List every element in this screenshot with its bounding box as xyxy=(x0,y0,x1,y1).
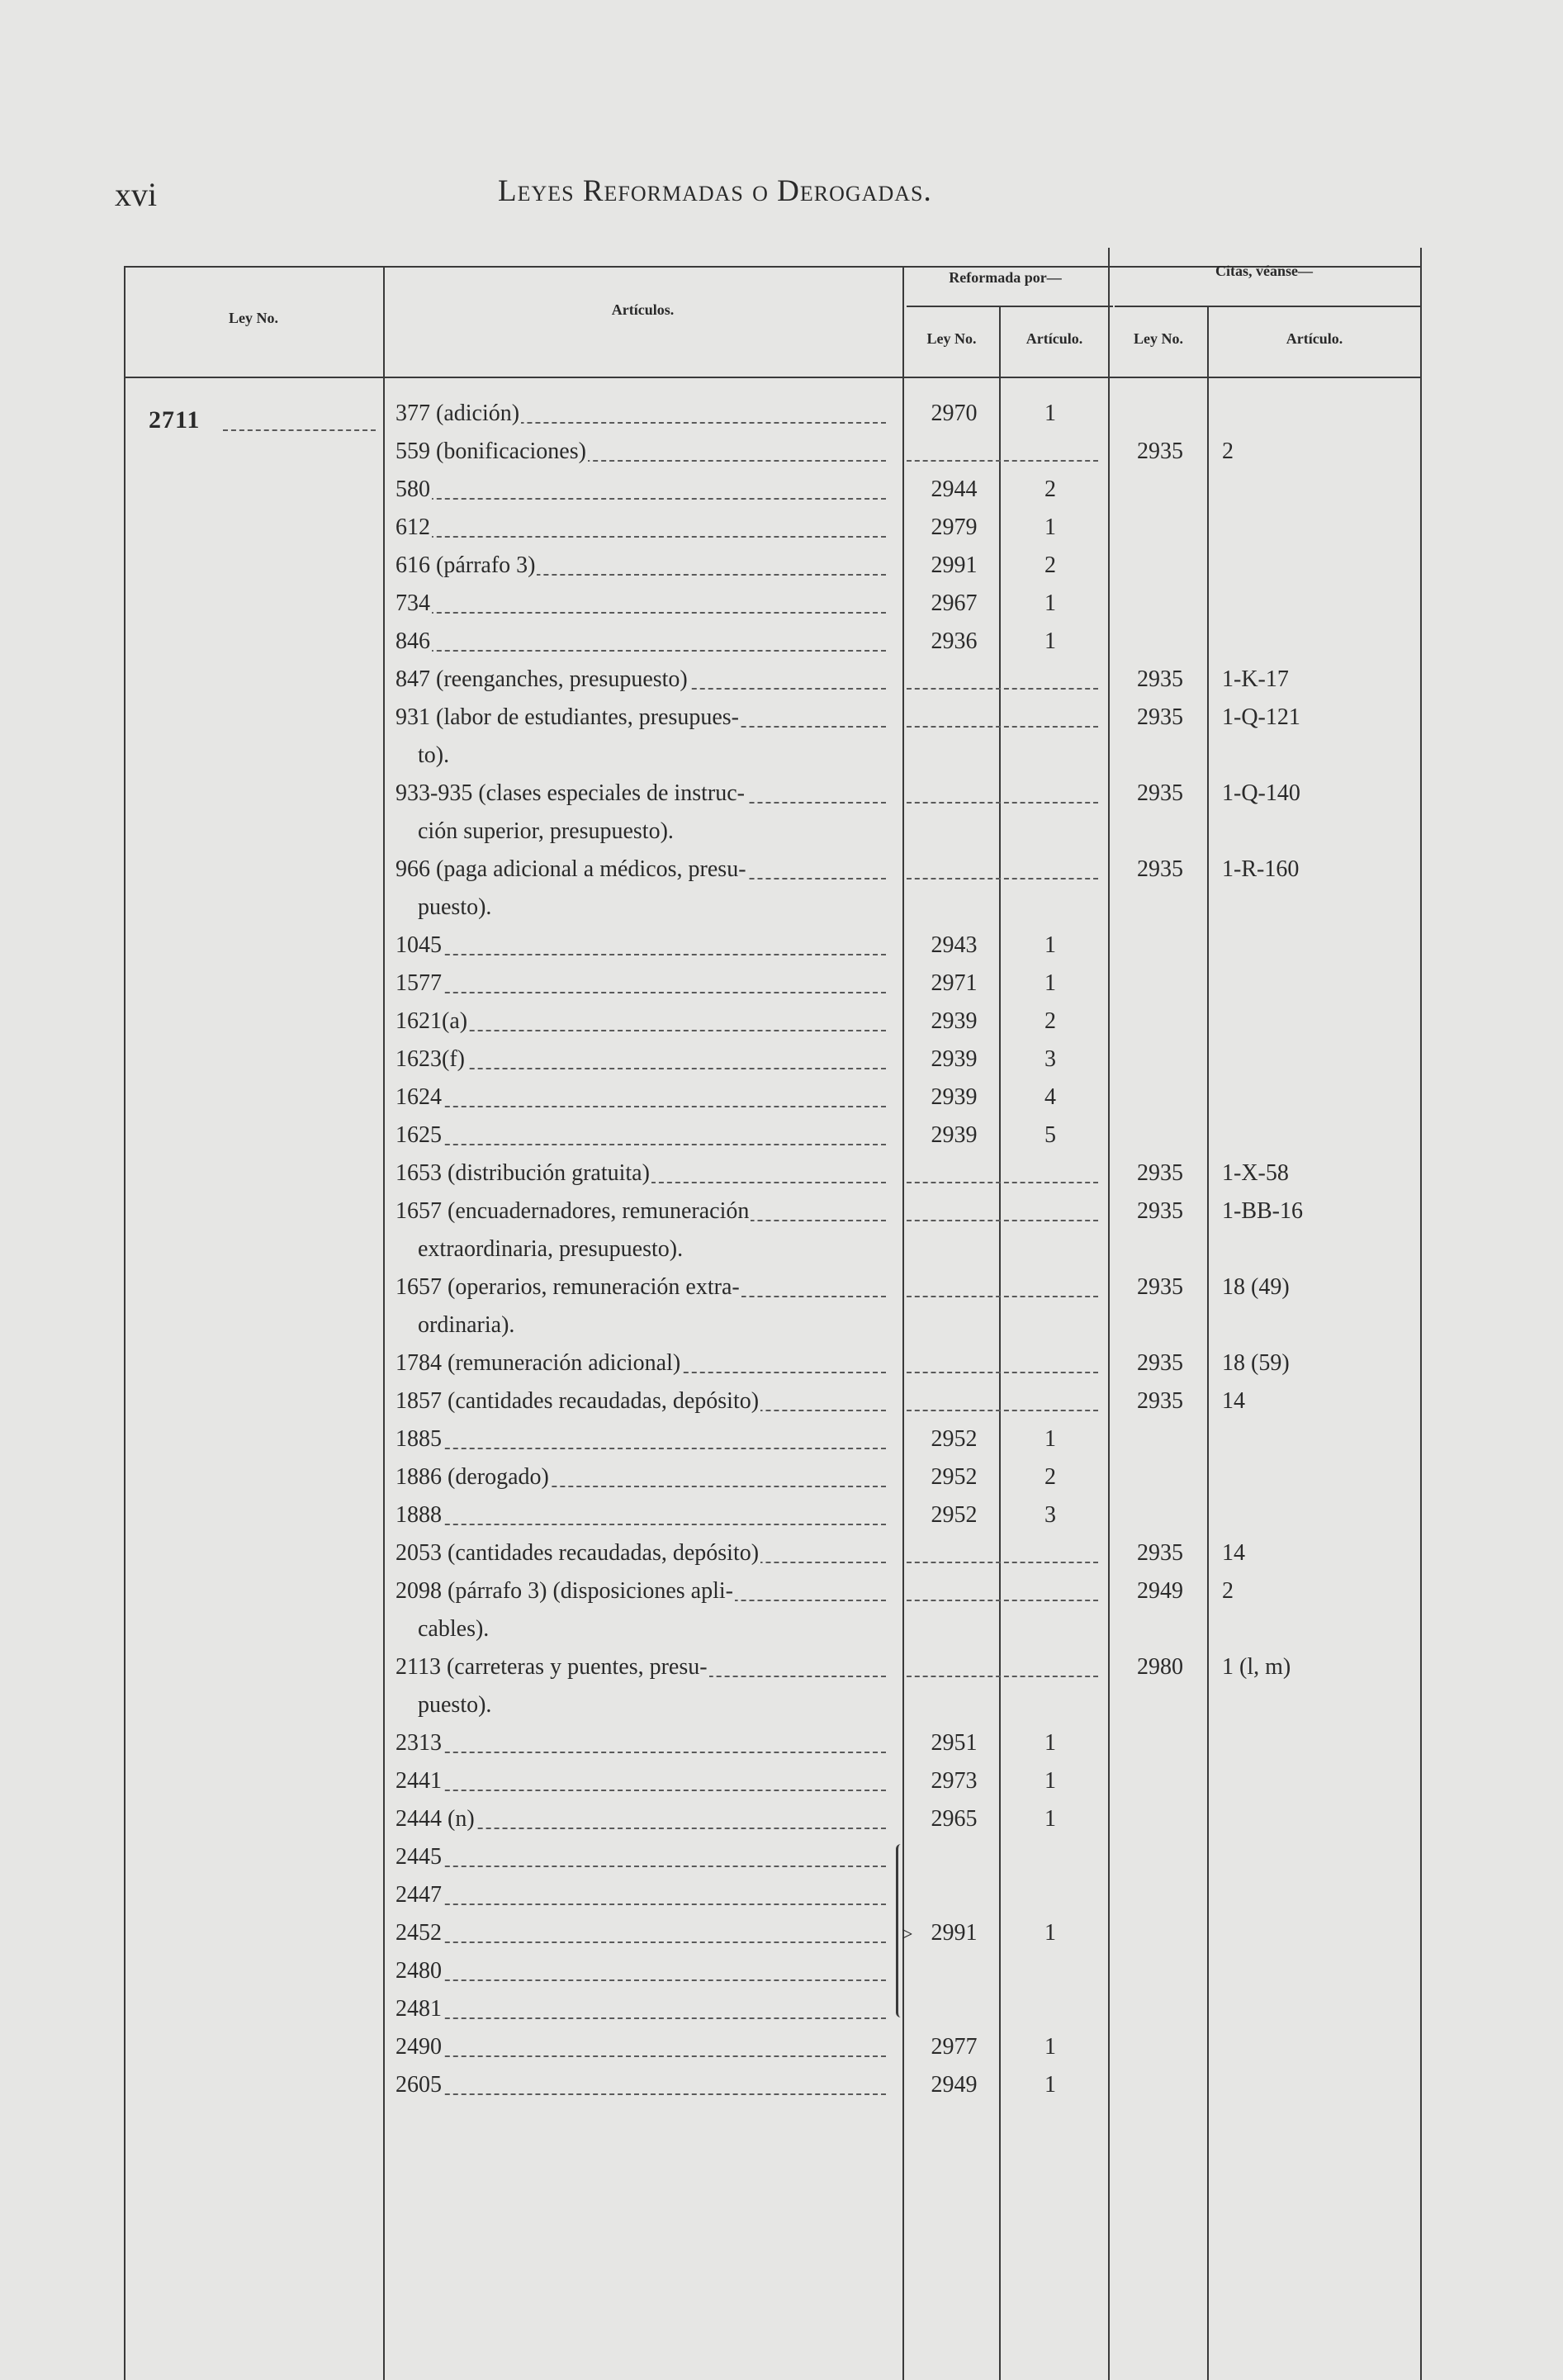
reformada-articulo-cell-text: 1 xyxy=(1044,590,1056,616)
table-row xyxy=(0,585,1563,623)
articulo-cell-text: 847 (reenganches, presupuesto) xyxy=(395,666,688,692)
reformada-articulo-cell xyxy=(1002,927,1099,965)
table-row xyxy=(0,661,1563,699)
table-row xyxy=(0,509,1563,547)
citas-articulo-cell-text: 1-X-58 xyxy=(1222,1160,1289,1186)
reformada-ley-cell xyxy=(907,1914,1002,1952)
table-row xyxy=(0,1003,1563,1041)
reformada-articulo-cell xyxy=(1002,395,1099,433)
articulo-cell-text: 2313 xyxy=(395,1730,442,1756)
reformada-articulo-cell xyxy=(1002,509,1099,547)
reformada-ley-cell xyxy=(907,395,1002,433)
articulo-cell-text: 2113 (carreteras y puentes, presu- xyxy=(395,1654,708,1680)
reformada-ley-cell-text: 2944 xyxy=(931,476,978,502)
articulo-cell-text: 559 (bonificaciones) xyxy=(395,439,586,464)
articulo-cell xyxy=(395,509,883,547)
articulo-cell-text: 933-935 (clases especiales de instruc- xyxy=(395,780,745,806)
table-row xyxy=(0,1192,1563,1230)
table-row xyxy=(0,1534,1563,1572)
dot-leader xyxy=(907,878,1098,879)
reformada-articulo-cell-text: 1 xyxy=(1044,401,1056,426)
reformada-ley-cell xyxy=(907,1496,1002,1534)
table-row xyxy=(0,1079,1563,1117)
articulo-continuation: ordinaria). xyxy=(418,1312,515,1338)
citas-articulo-cell xyxy=(1222,699,1428,737)
table-row xyxy=(0,1496,1563,1534)
table-row xyxy=(0,2066,1563,2104)
reformada-ley-cell xyxy=(907,509,1002,547)
reformada-ley-cell xyxy=(907,2028,1002,2066)
reformada-articulo-cell xyxy=(1002,1041,1099,1079)
reformada-ley-cell-text: 2970 xyxy=(931,401,978,426)
table-row xyxy=(0,547,1563,585)
reformada-ley-cell xyxy=(907,471,1002,509)
reformada-articulo-cell-text: 1 xyxy=(1044,514,1056,540)
reformada-ley-cell-text: 2949 xyxy=(931,2072,978,2098)
articulo-cell-text: 1885 xyxy=(395,1426,442,1452)
articulo-cell-text: 1623(f) xyxy=(395,1046,465,1072)
articulo-cell xyxy=(395,585,883,623)
header-citas-ley: Ley No. xyxy=(1134,330,1183,347)
reformada-articulo-cell-text: 1 xyxy=(1044,1920,1056,1946)
citas-ley-cell-text: 2935 xyxy=(1137,1160,1183,1186)
table-row xyxy=(0,927,1563,965)
articulo-cell-text: 2444 (n) xyxy=(395,1806,475,1832)
table-row xyxy=(0,1914,1563,1952)
reformada-articulo-cell-text: 3 xyxy=(1044,1502,1056,1528)
reformada-articulo-cell xyxy=(1002,1003,1099,1041)
dot-leader xyxy=(907,726,1098,728)
citas-articulo-cell-text: 18 (59) xyxy=(1222,1350,1290,1376)
citas-ley-cell xyxy=(1115,1648,1205,1686)
reformada-ley-cell-text: 2979 xyxy=(931,514,978,540)
citas-sub-rule xyxy=(1115,306,1420,307)
citas-ley-cell-text: 2935 xyxy=(1137,1274,1183,1300)
table-row xyxy=(0,1344,1563,1382)
reformada-articulo-cell xyxy=(1002,1724,1099,1762)
articulo-cell-text: 966 (paga adicional a médicos, presu- xyxy=(395,856,746,882)
header-reformada-ley: Ley No. xyxy=(926,330,977,347)
table-row xyxy=(0,1876,1563,1914)
reformada-articulo-cell xyxy=(1002,1117,1099,1154)
articulo-cell-text: 2452 xyxy=(395,1920,442,1946)
reformada-ley-cell-text: 2991 xyxy=(931,1920,978,1946)
dot-leader xyxy=(907,802,1098,804)
header-bottom-rule xyxy=(124,377,1420,378)
citas-ley-cell xyxy=(1115,661,1205,699)
articulo-cell xyxy=(395,1192,883,1230)
articulo-cell xyxy=(395,1344,883,1382)
articulo-cell-text: 846 xyxy=(395,628,430,654)
reformada-ley-cell xyxy=(907,1420,1002,1458)
header-reformada-por: Reformada por— xyxy=(949,269,1062,286)
citas-articulo-cell xyxy=(1222,1382,1428,1420)
reformada-articulo-cell xyxy=(1002,2066,1099,2104)
articulo-cell-text: 612 xyxy=(395,514,430,540)
reformada-ley-cell-text: 2973 xyxy=(931,1768,978,1794)
articulo-cell xyxy=(395,1876,883,1914)
dot-leader xyxy=(907,1410,1098,1411)
articulo-cell xyxy=(395,2028,883,2066)
articulo-cell xyxy=(395,1268,883,1306)
table-row xyxy=(0,1838,1563,1876)
reformada-ley-cell xyxy=(907,1079,1002,1117)
reformada-ley-cell xyxy=(907,2066,1002,2104)
articulo-cell-text: 1621(a) xyxy=(395,1008,468,1034)
articulo-continuation: to). xyxy=(418,742,450,768)
citas-ley-cell-text: 2980 xyxy=(1137,1654,1183,1680)
reformada-articulo-cell-text: 1 xyxy=(1044,1806,1056,1832)
citas-articulo-cell-text: 14 xyxy=(1222,1388,1245,1414)
reformada-ley-cell-text: 2951 xyxy=(931,1730,978,1756)
citas-articulo-cell-text: 2 xyxy=(1222,1578,1234,1604)
reformada-articulo-cell xyxy=(1002,547,1099,585)
articulo-cell xyxy=(395,775,883,813)
citas-articulo-cell xyxy=(1222,1154,1428,1192)
dot-leader xyxy=(907,460,1098,462)
reformada-articulo-cell xyxy=(1002,1079,1099,1117)
reformada-articulo-cell xyxy=(1002,585,1099,623)
articulo-cell-text: 2481 xyxy=(395,1996,442,2022)
reformada-articulo-cell-text: 1 xyxy=(1044,932,1056,958)
articulo-continuation: ción superior, presupuesto). xyxy=(418,818,674,844)
articulo-cell xyxy=(395,395,883,433)
reformada-articulo-cell xyxy=(1002,1496,1099,1534)
dot-leader xyxy=(907,1182,1098,1183)
articulo-cell-text: 2053 (cantidades recaudadas, depósito) xyxy=(395,1540,760,1566)
citas-ley-cell-text: 2935 xyxy=(1137,1350,1183,1376)
reformada-articulo-cell xyxy=(1002,623,1099,661)
reformada-articulo-cell xyxy=(1002,2028,1099,2066)
header-ley-no: Ley No. xyxy=(229,310,278,326)
articulo-cell xyxy=(395,1154,883,1192)
citas-ley-cell xyxy=(1115,1268,1205,1306)
reformada-ley-cell-text: 2939 xyxy=(931,1008,978,1034)
dot-leader xyxy=(907,688,1098,690)
citas-ley-cell-text: 2935 xyxy=(1137,1540,1183,1566)
dot-leader xyxy=(907,1562,1098,1563)
dot-leader xyxy=(907,1220,1098,1221)
dot-leader xyxy=(907,1296,1098,1297)
table-row xyxy=(0,623,1563,661)
table-row xyxy=(0,1952,1563,1990)
articulo-cell xyxy=(395,623,883,661)
articulo-cell-text: 734 xyxy=(395,590,430,616)
reformada-ley-cell-text: 2967 xyxy=(931,590,978,616)
reformada-ley-cell xyxy=(907,547,1002,585)
reformada-articulo-cell-text: 1 xyxy=(1044,2034,1056,2060)
reformada-ley-cell xyxy=(907,1117,1002,1154)
reformada-ley-cell-text: 2965 xyxy=(931,1806,978,1832)
reformada-articulo-cell-text: 1 xyxy=(1044,628,1056,654)
citas-ley-cell-text: 2935 xyxy=(1137,666,1183,692)
citas-ley-cell xyxy=(1115,1572,1205,1610)
reformada-ley-cell-text: 2952 xyxy=(931,1502,978,1528)
articulo-cell xyxy=(395,699,883,737)
articulo-cell-text: 2445 xyxy=(395,1844,442,1870)
reformada-ley-cell-text: 2952 xyxy=(931,1426,978,1452)
reformada-articulo-cell xyxy=(1002,1762,1099,1800)
articulo-cell-text: 2480 xyxy=(395,1958,442,1984)
articulo-continuation: puesto). xyxy=(418,1692,492,1718)
table-row xyxy=(0,1990,1563,2028)
articulo-cell xyxy=(395,1382,883,1420)
articulo-cell xyxy=(395,1420,883,1458)
reformada-ley-cell xyxy=(907,927,1002,965)
table-row xyxy=(0,1154,1563,1192)
reformada-sub-rule xyxy=(907,306,1113,307)
articulo-cell-text: 2605 xyxy=(395,2072,442,2098)
dot-leader xyxy=(907,1600,1098,1601)
citas-articulo-cell-text: 1-BB-16 xyxy=(1222,1198,1303,1224)
articulo-cell-text: 931 (labor de estudiantes, presupues- xyxy=(395,704,739,730)
articulo-cell xyxy=(395,1648,883,1686)
reformada-ley-cell-text: 2939 xyxy=(931,1046,978,1072)
reformada-ley-cell-text: 2936 xyxy=(931,628,978,654)
reformada-articulo-cell-text: 1 xyxy=(1044,1768,1056,1794)
citas-ley-cell xyxy=(1115,699,1205,737)
articulo-cell xyxy=(395,1458,883,1496)
citas-articulo-cell-text: 1-Q-121 xyxy=(1222,704,1300,730)
reformada-ley-cell xyxy=(907,1041,1002,1079)
articulo-cell-text: 1624 xyxy=(395,1084,442,1110)
articulo-cell xyxy=(395,1041,883,1079)
table-row xyxy=(0,471,1563,509)
table-row xyxy=(0,1762,1563,1800)
articulo-cell-text: 1657 (operarios, remuneración extra- xyxy=(395,1274,740,1300)
table-row xyxy=(0,1572,1563,1610)
articulo-cell xyxy=(395,965,883,1003)
table-row xyxy=(0,1420,1563,1458)
articulo-cell xyxy=(395,1800,883,1838)
page-number: xvi xyxy=(115,176,158,213)
reformada-ley-cell-text: 2939 xyxy=(931,1122,978,1148)
header-articulos: Artículos. xyxy=(611,301,675,318)
citas-articulo-cell-text: 1-R-160 xyxy=(1222,856,1300,882)
header-citas-articulo: Artículo. xyxy=(1286,330,1343,347)
reformada-ley-cell-text: 2939 xyxy=(931,1084,978,1110)
articulo-cell-text: 2441 xyxy=(395,1768,442,1794)
table-row xyxy=(0,1724,1563,1762)
reformada-articulo-cell xyxy=(1002,1914,1099,1952)
table-row xyxy=(0,775,1563,813)
reformada-ley-cell xyxy=(907,965,1002,1003)
citas-ley-cell-text: 2935 xyxy=(1137,780,1183,806)
articulo-cell-text: 1784 (remuneración adicional) xyxy=(395,1350,681,1376)
articulo-cell xyxy=(395,1496,883,1534)
citas-ley-cell xyxy=(1115,775,1205,813)
table-row xyxy=(0,1458,1563,1496)
articulo-cell xyxy=(395,1952,883,1990)
articulo-cell-text: 1577 xyxy=(395,970,442,996)
table-row xyxy=(0,2028,1563,2066)
reformada-articulo-cell-text: 1 xyxy=(1044,1730,1056,1756)
articulo-cell xyxy=(395,1117,883,1154)
dot-leader xyxy=(907,1676,1098,1677)
reformada-articulo-cell xyxy=(1002,965,1099,1003)
citas-articulo-cell-text: 14 xyxy=(1222,1540,1245,1566)
table-row xyxy=(0,1117,1563,1154)
articulo-cell xyxy=(395,1003,883,1041)
reformada-ley-cell-text: 2977 xyxy=(931,2034,978,2060)
citas-articulo-cell xyxy=(1222,851,1428,889)
table-row xyxy=(0,1041,1563,1079)
articulo-cell xyxy=(395,1838,883,1876)
reformada-articulo-cell-text: 1 xyxy=(1044,1426,1056,1452)
citas-articulo-cell xyxy=(1222,1268,1428,1306)
articulo-cell xyxy=(395,1762,883,1800)
citas-articulo-cell xyxy=(1222,1648,1428,1686)
reformada-ley-cell-text: 2952 xyxy=(931,1464,978,1490)
citas-articulo-cell xyxy=(1222,1344,1428,1382)
citas-ley-cell xyxy=(1115,851,1205,889)
citas-articulo-cell xyxy=(1222,1192,1428,1230)
reformada-articulo-cell xyxy=(1002,1458,1099,1496)
reformada-articulo-cell-text: 2 xyxy=(1044,1464,1056,1490)
header-citas: Citas, véanse— xyxy=(1215,263,1313,279)
citas-articulo-cell-text: 1-K-17 xyxy=(1222,666,1289,692)
citas-ley-cell-text: 2935 xyxy=(1137,704,1183,730)
table-row xyxy=(0,1800,1563,1838)
citas-articulo-cell-text: 2 xyxy=(1222,439,1234,464)
articulo-cell-text: 2447 xyxy=(395,1882,442,1908)
articulo-cell-text: 2098 (párrafo 3) (disposiciones apli- xyxy=(395,1578,733,1604)
citas-articulo-cell xyxy=(1222,775,1428,813)
table-row xyxy=(0,433,1563,471)
table-row xyxy=(0,1268,1563,1306)
articulo-cell-text: 1888 xyxy=(395,1502,442,1528)
page-title: Leyes Reformadas o Derogadas. xyxy=(498,174,932,208)
reformada-articulo-cell-text: 5 xyxy=(1044,1122,1056,1148)
articulo-continuation: puesto). xyxy=(418,894,492,920)
reformada-articulo-cell-text: 2 xyxy=(1044,1008,1056,1034)
citas-ley-cell-text: 2949 xyxy=(1137,1578,1183,1604)
articulo-cell-text: 1653 (distribución gratuita) xyxy=(395,1160,650,1186)
reformada-ley-cell-text: 2991 xyxy=(931,552,978,578)
ley-number: 2711 xyxy=(149,406,201,434)
citas-ley-cell xyxy=(1115,1382,1205,1420)
articulo-cell-text: 1657 (encuadernadores, remuneración xyxy=(395,1198,750,1224)
citas-articulo-cell-text: 1 (l, m) xyxy=(1222,1654,1291,1680)
reformada-ley-cell-text: 2971 xyxy=(931,970,978,996)
articulo-cell xyxy=(395,547,883,585)
articulo-cell xyxy=(395,851,883,889)
reformada-ley-cell xyxy=(907,623,1002,661)
table-row xyxy=(0,395,1563,433)
reformada-ley-cell-text: 2943 xyxy=(931,932,978,958)
articulo-cell-text: 1886 (derogado) xyxy=(395,1464,549,1490)
table-row xyxy=(0,699,1563,737)
citas-ley-cell xyxy=(1115,1534,1205,1572)
citas-articulo-cell xyxy=(1222,1534,1428,1572)
articulo-cell-text: 580 xyxy=(395,476,430,502)
articulo-cell xyxy=(395,1572,883,1610)
reformada-articulo-cell-text: 3 xyxy=(1044,1046,1056,1072)
citas-ley-cell xyxy=(1115,1344,1205,1382)
articulo-cell xyxy=(395,927,883,965)
reformada-articulo-cell-text: 2 xyxy=(1044,476,1056,502)
reformada-articulo-cell-text: 1 xyxy=(1044,970,1056,996)
citas-ley-cell-text: 2935 xyxy=(1137,439,1183,464)
articulo-cell-text: 616 (párrafo 3) xyxy=(395,552,536,578)
reformada-articulo-cell xyxy=(1002,1420,1099,1458)
reformada-articulo-cell-text: 2 xyxy=(1044,552,1056,578)
articulo-cell-text: 1857 (cantidades recaudadas, depósito) xyxy=(395,1388,760,1414)
citas-ley-cell-text: 2935 xyxy=(1137,1198,1183,1224)
reformada-articulo-cell xyxy=(1002,471,1099,509)
header-reformada-articulo: Artículo. xyxy=(1025,330,1083,347)
citas-articulo-cell xyxy=(1222,433,1428,471)
citas-articulo-cell xyxy=(1222,661,1428,699)
table-row xyxy=(0,1382,1563,1420)
articulo-cell xyxy=(395,471,883,509)
reformada-ley-cell xyxy=(907,1762,1002,1800)
articulo-cell xyxy=(395,1724,883,1762)
articulo-cell xyxy=(395,1914,883,1952)
table-row xyxy=(0,851,1563,889)
citas-ley-cell-text: 2935 xyxy=(1137,856,1183,882)
reformada-ley-cell xyxy=(907,585,1002,623)
brace-point: > xyxy=(902,1924,913,1946)
citas-ley-cell-text: 2935 xyxy=(1137,1388,1183,1414)
citas-ley-cell xyxy=(1115,1192,1205,1230)
table-row xyxy=(0,965,1563,1003)
articulo-continuation: cables). xyxy=(418,1616,490,1642)
reformada-ley-cell xyxy=(907,1724,1002,1762)
articulo-cell xyxy=(395,1990,883,2028)
articulo-cell xyxy=(395,1079,883,1117)
articulo-cell xyxy=(395,433,883,471)
articulo-cell xyxy=(395,661,883,699)
reformada-ley-cell xyxy=(907,1800,1002,1838)
reformada-articulo-cell-text: 4 xyxy=(1044,1084,1056,1110)
articulo-cell-text: 377 (adición) xyxy=(395,401,520,426)
articulo-continuation: extraordinaria, presupuesto). xyxy=(418,1236,684,1262)
citas-ley-cell xyxy=(1115,1154,1205,1192)
articulo-cell-text: 1625 xyxy=(395,1122,442,1148)
table-row xyxy=(0,1648,1563,1686)
reformada-articulo-cell xyxy=(1002,1800,1099,1838)
reformada-ley-cell xyxy=(907,1458,1002,1496)
articulo-cell xyxy=(395,1534,883,1572)
citas-articulo-cell xyxy=(1222,1572,1428,1610)
citas-articulo-cell-text: 1-Q-140 xyxy=(1222,780,1300,806)
articulo-cell-text: 1045 xyxy=(395,932,442,958)
reformada-articulo-cell-text: 1 xyxy=(1044,2072,1056,2098)
articulo-cell-text: 2490 xyxy=(395,2034,442,2060)
citas-ley-cell xyxy=(1115,433,1205,471)
citas-articulo-cell-text: 18 (49) xyxy=(1222,1274,1290,1300)
articulo-cell xyxy=(395,2066,883,2104)
reformada-ley-cell xyxy=(907,1003,1002,1041)
dot-leader xyxy=(907,1372,1098,1373)
